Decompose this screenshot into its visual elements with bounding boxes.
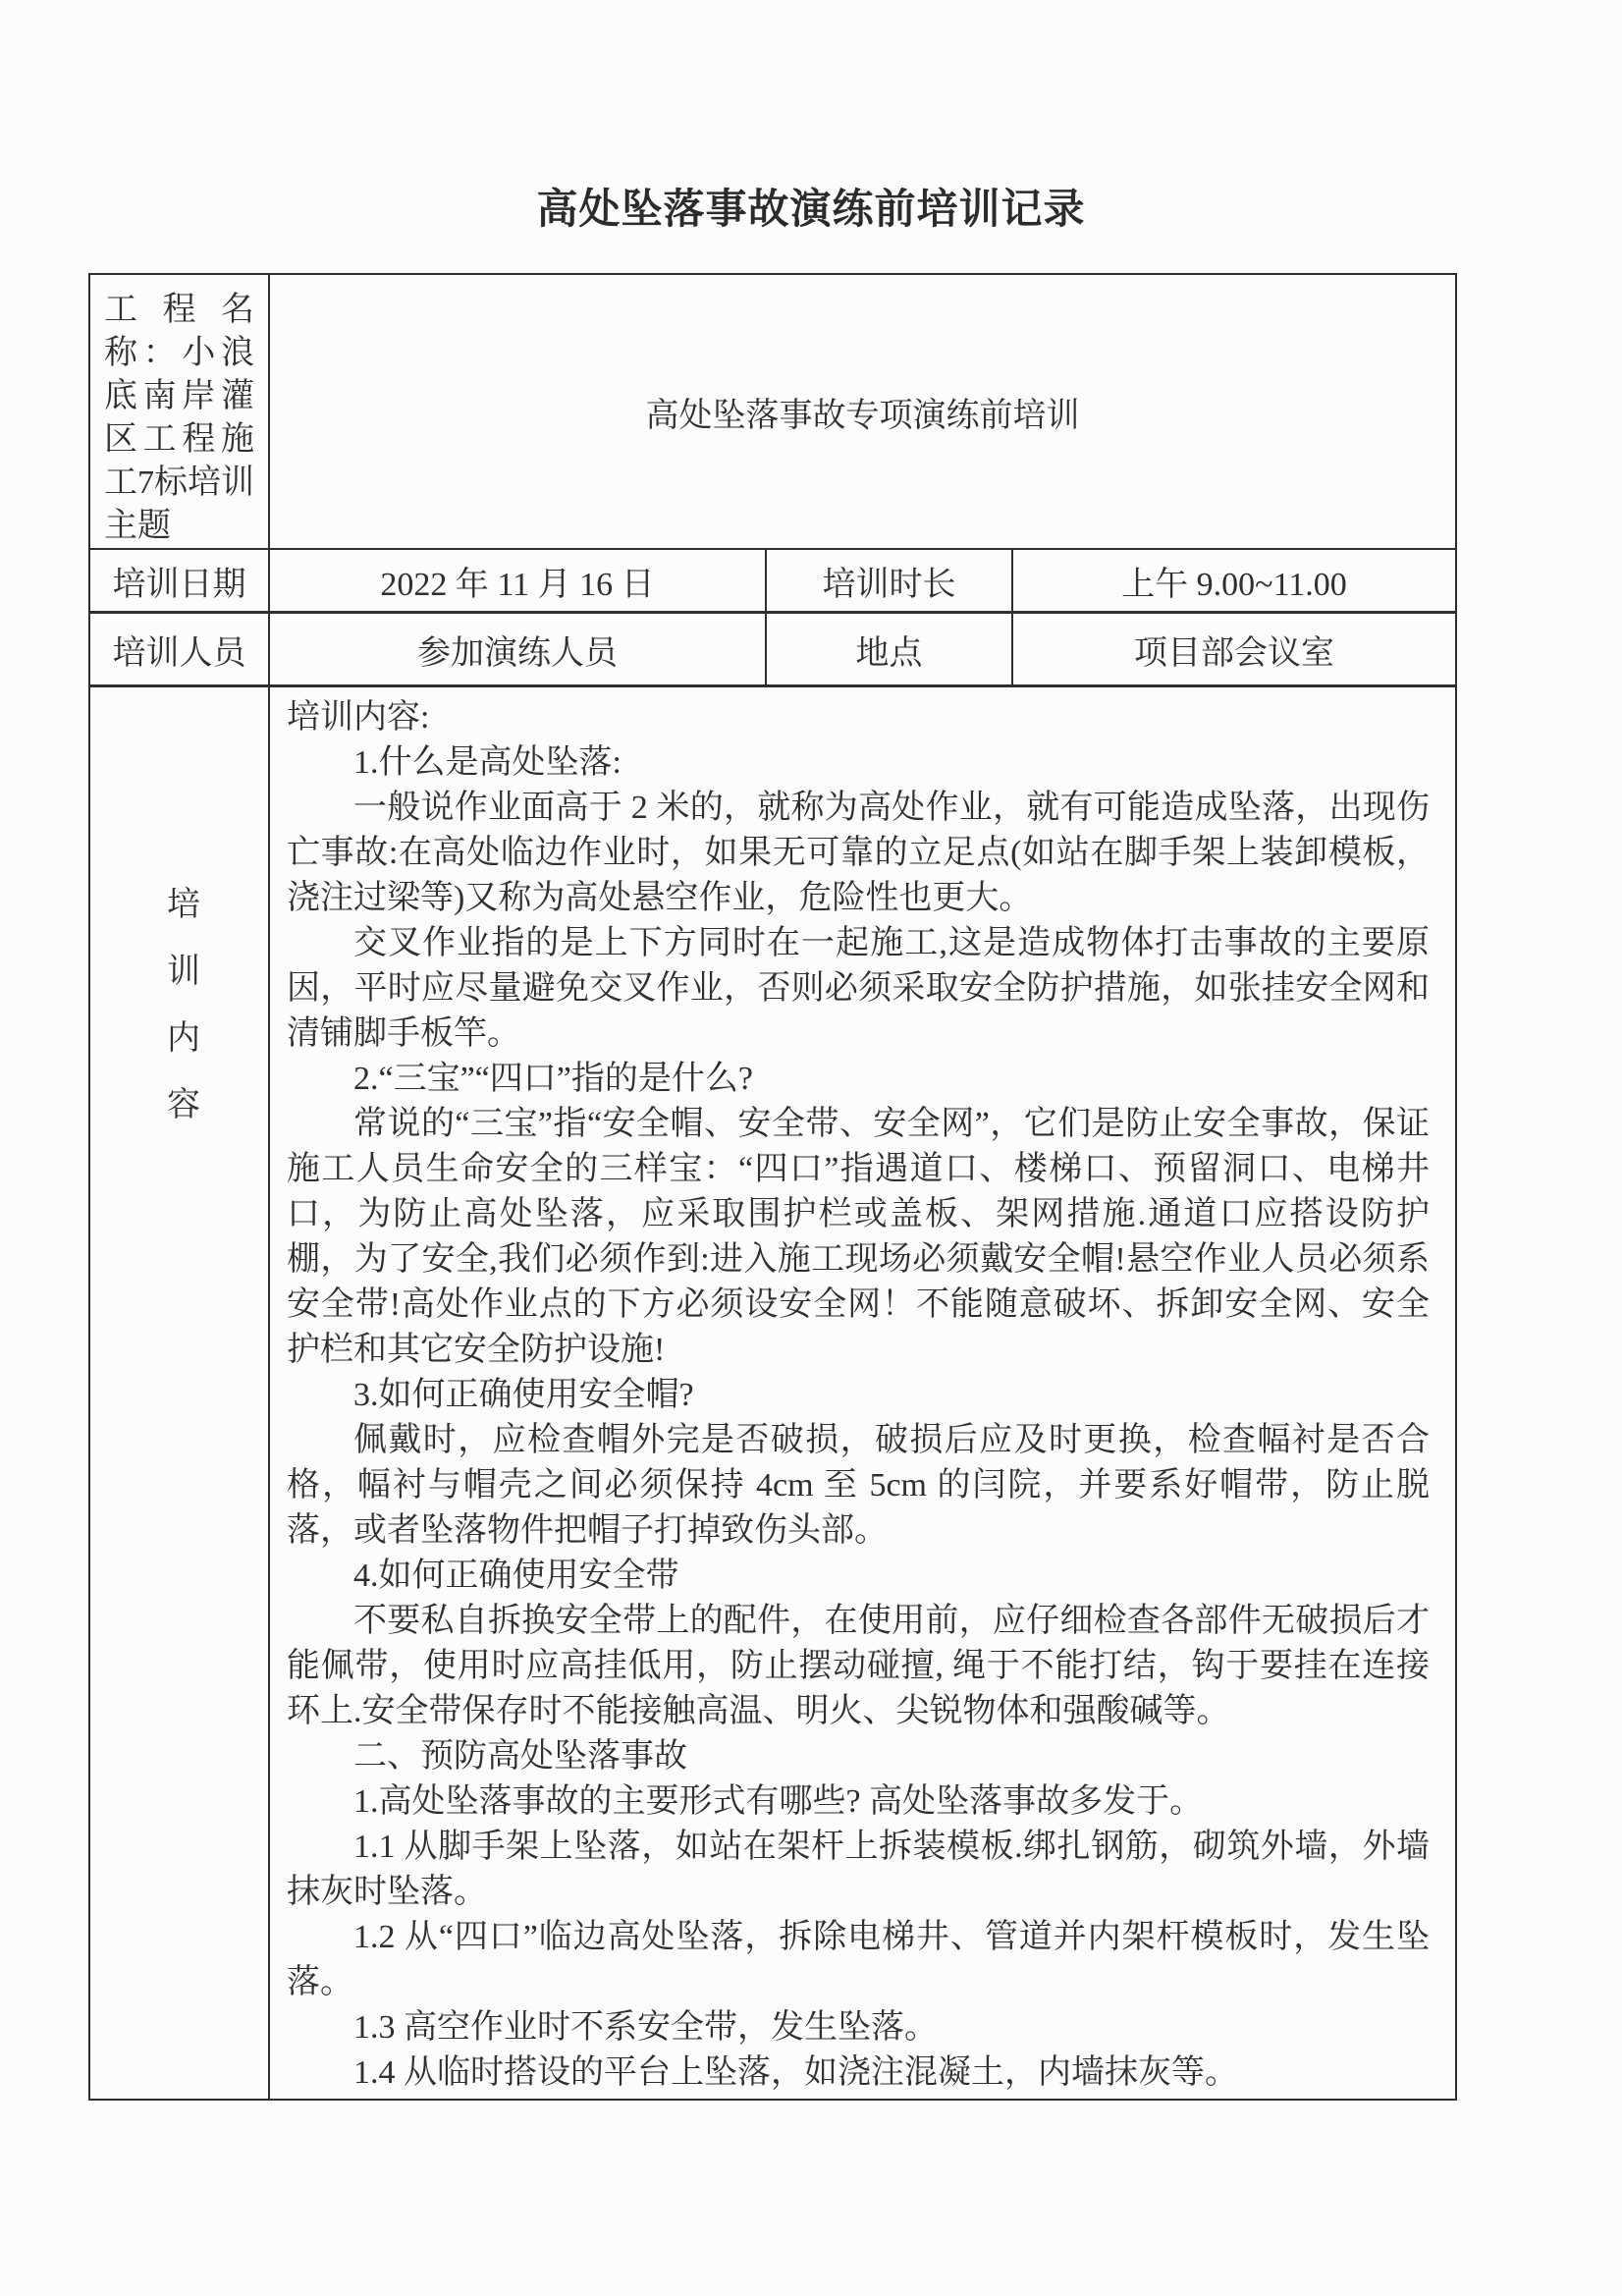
content-vertical-label-cell bbox=[89, 686, 269, 2101]
project-row bbox=[89, 274, 1456, 549]
location-label: 地点 bbox=[766, 613, 1012, 686]
date-row bbox=[89, 549, 1456, 613]
location-value: 项目部会议室 bbox=[1012, 613, 1456, 686]
content-paragraph: 4.如何正确使用安全带 bbox=[353, 1558, 679, 1594]
content-paragraph: 2.“三宝”“四口”指的是什么? bbox=[353, 1061, 753, 1097]
content-paragraph: 1.3 高空作业时不系安全带，发生坠落。 bbox=[353, 2009, 938, 2046]
training-record-table bbox=[88, 273, 1457, 2101]
training-topic-value-cell: 高处坠落事故专项演练前培训 bbox=[269, 274, 1456, 549]
content-text-cell bbox=[269, 686, 1456, 2101]
document-title: 高处坠落事故演练前培训记录 bbox=[536, 188, 1086, 233]
content-paragraph: 不要私自拆换安全带上的配件，在使用前，应仔细检查各部件无破损后才能佩带，使用时应高挂低用，防止摆动碰擅, 绳于不能打结，钩于要挂在连接环上.安全带保存时不能接触高温、明火、尖锐物体和强酸碱等。 bbox=[287, 1603, 1430, 1729]
training-people-value: 参加演练人员 bbox=[269, 613, 766, 686]
content-paragraph: 常说的“三宝”指“安全帽、安全带、安全网”，它们是防止安全事故，保证施工人员生命安全的三样宝：“四口”指遇道口、楼梯口、预留洞口、电梯井口，为防止高处坠落，应采取围护栏或盖板、架网措施.通道口应搭设防护棚，为了安全,我们必须作到:进入施工现场必须戴安全帽!悬空作业人员必须系安全带!高处作业点的下方必须设安全网！不能随意破坏、拆卸安全网、安全护栏和其它安全防护设施! bbox=[287, 1106, 1430, 1368]
training-date-value: 2022 年 11 月 16 日 bbox=[269, 549, 766, 613]
content-paragraph: 1.什么是高处坠落: bbox=[353, 744, 622, 781]
content-paragraph: 交叉作业指的是上下方同时在一起施工,这是造成物体打击事故的主要原因，平时应尽量避免交叉作业，否则必须采取安全防护措施，如张挂安全网和清铺脚手板竿。 bbox=[287, 925, 1430, 1052]
people-row bbox=[89, 613, 1456, 686]
training-date-label: 培训日期 bbox=[89, 549, 269, 613]
content-paragraph: 1.1 从脚手架上坠落，如站在架杆上拆装模板.绑扎钢筋，砌筑外墙，外墙抹灰时坠落。 bbox=[287, 1829, 1430, 1910]
project-name-label-cell: 工程名称：小浪底南岸灌区工程施工7标培训主题 bbox=[89, 274, 269, 549]
content-paragraph: 佩戴时，应检查帽外完是否破损，破损后应及时更换，检查幅衬是否合格，幅衬与帽壳之间必须保持 4cm 至 5cm 的闫院，并要系好帽带，防止脱落，或者坠落物件把帽子打掉致伤头部。 bbox=[287, 1422, 1430, 1549]
training-people-label: 培训人员 bbox=[89, 613, 269, 686]
content-paragraph: 一般说作业面高于 2 米的，就称为高处作业，就有可能造成坠落，出现伤亡事故:在高处临边作业时，如果无可靠的立足点(如站在脚手架上装卸模板，浇注过梁等)又称为高处悬空作业，危险性也更大。 bbox=[287, 790, 1430, 916]
content-paragraph: 1.2 从“四口”临边高处坠落，拆除电梯井、管道并内架杆模板时，发生坠落。 bbox=[287, 1919, 1430, 2000]
content-paragraph: 1.高处坠落事故的主要形式有哪些? 高处坠落事故多发于。 bbox=[353, 1783, 1204, 1820]
content-paragraph: 3.如何正确使用安全帽? bbox=[353, 1377, 694, 1413]
content-paragraph: 二、预防高处坠落事故 bbox=[353, 1738, 687, 1775]
content-heading: 培训内容: bbox=[287, 699, 430, 736]
content-vertical-label: 培训内容 bbox=[161, 886, 198, 1153]
content-row bbox=[89, 686, 1456, 2101]
content-paragraph: 1.4 从临时搭设的平台上坠落，如浇注混凝土，内墙抹灰等。 bbox=[353, 2054, 1238, 2091]
training-duration-label: 培训时长 bbox=[766, 549, 1012, 613]
training-duration-value: 上午 9.00~11.00 bbox=[1012, 549, 1456, 613]
